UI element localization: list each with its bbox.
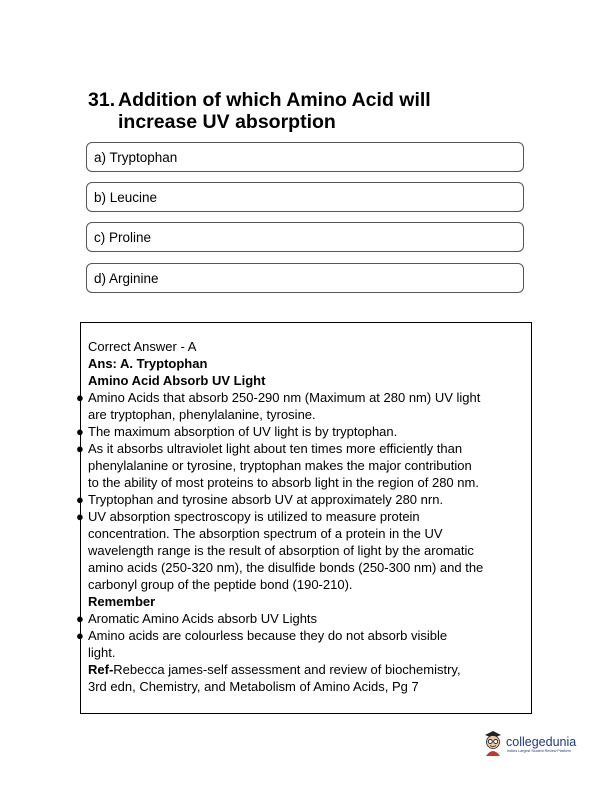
explanation-line: ● As it absorbs ultraviolet light about ten times more efficiently than (76, 441, 463, 456)
explanation-line: carbonyl group of the peptide bond (190-210). (88, 577, 353, 592)
question-number: 31. (88, 89, 116, 111)
collegedunia-logo (482, 728, 586, 758)
mascot-icon (482, 729, 504, 757)
answer-heading: Amino Acid Absorb UV Light (88, 373, 266, 388)
reference-line: Ref-Rebecca james-self assessment and review of biochemistry, (88, 662, 461, 677)
explanation-line: are tryptophan, phenylalanine, tyrosine. (88, 407, 316, 422)
logo-tagline: India's Largest Student Review Platform (507, 749, 571, 753)
bullet-icon: ● (76, 390, 84, 405)
reference-line: 3rd edn, Chemistry, and Metabolism of Amino Acids, Pg 7 (88, 679, 419, 694)
correct-answer: Correct Answer - A (88, 339, 197, 354)
explanation-line: phenylalanine or tyrosine, tryptophan makes the major contribution (88, 458, 472, 473)
explanation-line: to the ability of most proteins to absorb light in the region of 280 nm. (88, 475, 479, 490)
explanation-line: wavelength range is the result of absorption of light by the aromatic (88, 543, 474, 558)
bullet-icon: ● (76, 509, 84, 524)
answer-content (76, 338, 533, 695)
option-b[interactable]: b) Leucine (86, 182, 524, 212)
remember-line: ● Aromatic Amino Acids absorb UV Lights (76, 611, 318, 626)
option-c[interactable]: c) Proline (86, 222, 524, 252)
explanation-line: ● Tryptophan and tyrosine absorb UV at approximately 280 nrn. (76, 492, 444, 507)
question-title (88, 89, 528, 133)
explanation-line: concentration. The absorption spectrum of a protein in the UV (88, 526, 443, 541)
bullet-icon: ● (76, 424, 84, 439)
bullet-icon: ● (76, 611, 84, 626)
option-a[interactable]: a) Tryptophan (86, 142, 524, 172)
logo-wordmark: collegedunia (506, 735, 577, 749)
remember-line: light. (88, 645, 116, 660)
explanation-line: ● The maximum absorption of UV light is by tryptophan. (76, 424, 398, 439)
explanation-line: amino acids (250-320 nm), the disulfide bonds (250-300 nm) and the (88, 560, 484, 575)
bullet-icon: ● (76, 441, 84, 456)
bullet-icon: ● (76, 492, 84, 507)
remember-heading: Remember (88, 594, 156, 609)
option-d[interactable]: d) Arginine (86, 263, 524, 293)
answer-label: Ans: A. Tryptophan (88, 356, 208, 371)
remember-line: ● Amino acids are colourless because they do not absorb visible (76, 628, 448, 643)
explanation-line: ● Amino Acids that absorb 250-290 nm (Maximum at 280 nm) UV light (76, 390, 481, 405)
explanation-line: ● UV absorption spectroscopy is utilized to measure protein (76, 509, 420, 524)
question-text-line1: Addition of which Amino Acid will (118, 89, 431, 111)
question-text-line2: increase UV absorption (118, 111, 336, 133)
bullet-icon: ● (76, 628, 84, 643)
